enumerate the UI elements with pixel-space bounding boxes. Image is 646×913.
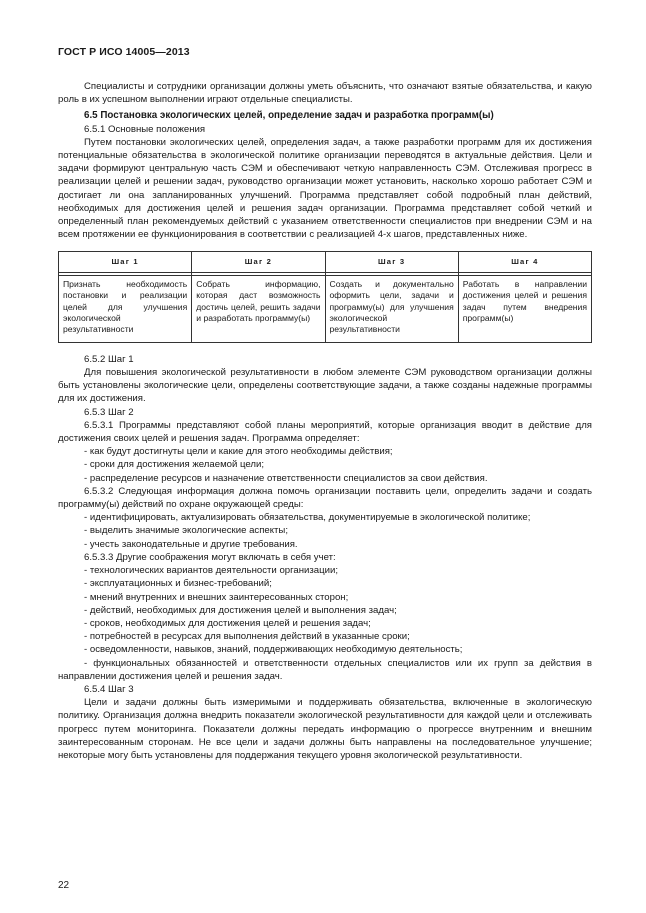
steps-body-row [59,275,592,342]
list-item: - идентифицировать, актуализировать обязательства, документируемые в экологической политике; [84,512,531,524]
step-1-text: Признать необходимость постановки и реализации целей для улучшения экологической результативности [59,275,192,342]
list-item: - учесть законодательные и другие требования. [84,538,298,550]
steps-table [58,251,592,342]
step-1-head: Шаг 1 [59,252,192,272]
step-3-head: Шаг 3 [325,252,458,272]
list-item: - эксплуатационных и бизнес-требований; [84,578,272,590]
list-item-last: - функциональных обязанностей и ответственности отдельных специалистов или их групп за действия в направлении достижения целей и решения задач. [58,657,592,682]
list-item: - сроки для достижения желаемой цели; [84,459,265,471]
step-4-head: Шаг 4 [458,252,591,272]
list-item: - распределение ресурсов и назначение ответственности специалистов за свои действия. [84,472,488,484]
list-item: - выделить значимые экологические аспекты; [84,525,288,537]
paragraph-6-5-3-3: 6.5.3.3 Другие соображения могут включать в себя учет: [84,551,336,563]
list-item: - мнений внутренних и внешних заинтересованных сторон; [84,591,349,603]
paragraph-6-5-2: Для повышения экологической результативности в любом элементе СЭМ руководством организации должны быть установлены экологические цели, определены соответствующие задачи, а также созданы надежные программы для их достижения. [58,367,592,405]
subsection-6-5-2: 6.5.2 Шаг 1 [84,353,134,365]
steps-header-row [59,252,592,272]
step-4-text: Работать в направлении достижения целей и решения задач путем внедрения программ(ы) [458,275,591,342]
list-item: - действий, необходимых для достижения целей и выполнения задач; [84,604,397,616]
list-item: - потребностей в ресурсах для выполнения действий в указанные сроки; [84,631,410,643]
paragraph-6-5-1: Путем постановки экологических целей, определения задач, а также разработки программ для их достижения потенциальные обязательства в экологической политике организации переводятся в актуальные действия. Цели и задачи формируют центральную часть СЭМ и обеспечивают четкую направленность СЭМ. Отслеживая прогресс в реализации целей и решении задач, руководство организации может установить, насколько хорошо работает СЭМ и достигает ли она запланированных улучшений. Программа представляет собой подробный план действий, необходимых для достижения целей и решения задач организации. Программа представляет собой четкий и определенный план рекомендуемых действий с указанием ответственности специалистов при внедрении СЭМ и на всем протяжении ее функционирования в соответствии с реализацией 4-х шагов, представленных ниже. [58,136,592,241]
document-header: ГОСТ Р ИСО 14005—2013 [58,46,190,58]
paragraph-6-5-3-1: 6.5.3.1 Программы представляют собой планы мероприятий, которые организация вводит в действие для достижения своих целей и решения задач. Программа определяет: [58,419,592,445]
subsection-6-5-1: 6.5.1 Основные положения [84,123,206,135]
paragraph-6-5-3-2: 6.5.3.2 Следующая информация должна помочь организации поставить цели, определить задачи и создать программу(ы) действий по охране окружающей среды: [58,485,592,511]
intro-paragraph: Специалисты и сотрудники организации должны уметь объяснить, что означают взятые обязательства, и какую роль в их успешном выполнении играют отдельные специалисты. [58,81,592,106]
list-item: - сроков, необходимых для достижения целей и решения задач; [84,617,371,629]
page-number: 22 [58,880,70,891]
list-item: - как будут достигнуты цели и какие для этого необходимы действия; [84,446,393,458]
step-2-text: Собрать информацию, которая даст возможность достичь целей, решить задачи и разработать программу(ы) [192,275,325,342]
list-item: - осведомленности, навыков, знаний, поддерживающих необходимую деятельность; [84,644,463,656]
step-2-head: Шаг 2 [192,252,325,272]
list-item: - технологических вариантов деятельности организации; [84,565,339,577]
section-heading-6-5: 6.5 Постановка экологических целей, определение задач и разработка программ(ы) [84,110,494,122]
paragraph-6-5-4: Цели и задачи должны быть измеримыми и поддерживать обязательства, включенные в экологическую политику. Организация должна внедрить показатели экологической результативности для каждой цели и отслеживать прогресс путем мониторинга. Показатели должны передать информацию о прогрессе внутренним и внешним заинтересованным сторонам. Не все цели и задачи должны быть направлены на последовательное улучшение; некоторые могу быть установлены для поддержания текущего уровня экологической результативности. [58,697,592,761]
document-page [58,46,592,762]
step-3-text: Создать и документально оформить цели, задачи и программу(ы) для улучшения экологической результативности [325,275,458,342]
subsection-6-5-3: 6.5.3 Шаг 2 [84,406,134,418]
subsection-6-5-4: 6.5.4 Шаг 3 [84,683,134,695]
